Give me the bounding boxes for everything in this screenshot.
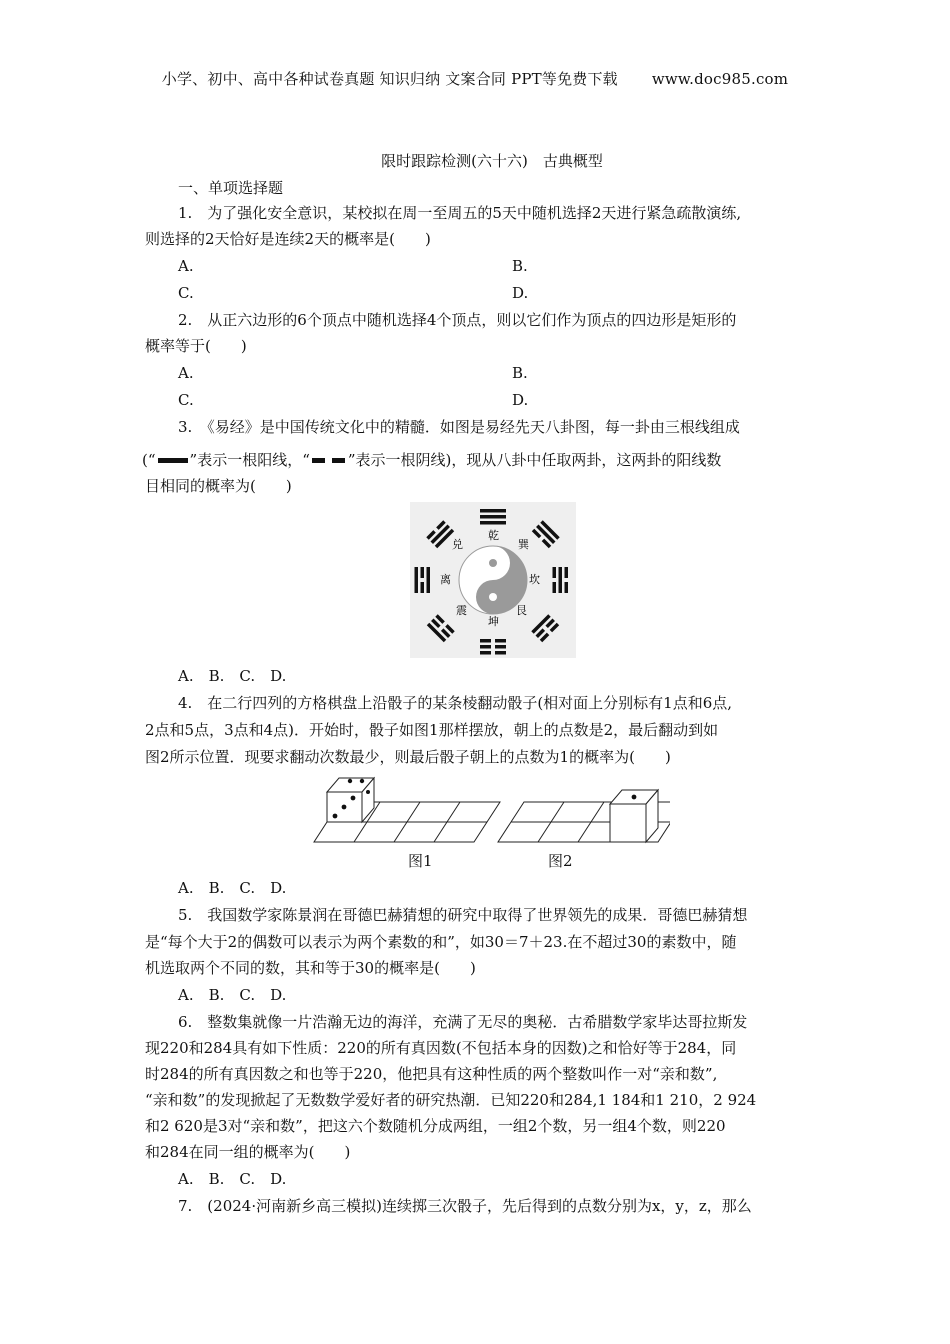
label-kan: 坎 (529, 573, 540, 586)
q4-line3: 图2所示位置．现要求翻动次数最少，则最后骰子朝上的点数为1的概率为( ) (145, 748, 671, 766)
label-zhen: 震 (456, 604, 467, 617)
label-li: 离 (440, 573, 451, 586)
die-pip-2 (632, 795, 637, 800)
q6-line5: 和2 620是3对“亲和数”，把这六个数随机分成两组，一组2个数，另一组4个数，则220 (145, 1117, 726, 1135)
q2-line1: 2. 从正六边形的6个顶点中随机选择4个顶点，则以它们作为顶点的四边形是矩形的 (178, 311, 737, 329)
yang-line-icon (156, 456, 190, 466)
page-header (0, 68, 950, 89)
q1-option-b: B. (512, 257, 528, 275)
q1-option-d: D. (512, 284, 529, 302)
label-kun: 坤 (488, 615, 499, 628)
q6-options: A. B. C. D. (178, 1170, 287, 1188)
q2-line2: 概率等于( ) (145, 337, 247, 355)
q6-line2: 现220和284具有如下性质：220的所有真因数(不包括本身的因数)之和恰好等于284，同 (145, 1039, 737, 1057)
bagua-figure (410, 502, 576, 658)
q4-line1: 4. 在二行四列的方格棋盘上沿骰子的某条棱翻动骰子(相对面上分别标有1点和6点, (178, 694, 733, 712)
q1-line2: 则选择的2天恰好是连续2天的概率是( ) (145, 230, 431, 248)
header-text: 小学、初中、高中各种试卷真题 知识归纳 文案合同 PPT等免费下载 (161, 70, 618, 88)
q3-options: A. B. C. D. (178, 667, 287, 685)
q2-option-c: C. (178, 391, 194, 409)
q1-option-a: A. (178, 257, 194, 275)
yin-line-icon (310, 456, 348, 466)
q2-option-a: A. (178, 364, 194, 382)
q7-line1: 7. (2024·河南新乡高三模拟)连续掷三次骰子，先后得到的点数分别为x，y，z，那么 (178, 1197, 752, 1215)
q2-option-b: B. (512, 364, 528, 382)
q5-line1: 5. 我国数学家陈景润在哥德巴赫猜想的研究中取得了世界领先的成果．哥德巴赫猜想 (178, 906, 748, 924)
q4-line2: 2点和5点，3点和4点)．开始时，骰子如图1那样摆放，朝上的点数是2，最后翻动到如 (145, 721, 719, 739)
label-gen: 艮 (516, 604, 527, 617)
figure-2-caption: 图2 (548, 852, 573, 870)
q4-options: A. B. C. D. (178, 879, 287, 897)
label-xun: 巽 (518, 538, 529, 551)
q3-line1: 3. 《易经》是中国传统文化中的精髓．如图是易经先天八卦图，每一卦由三根线组成 (178, 418, 740, 436)
q5-line2: 是“每个大于2的偶数可以表示为两个素数的和”，如30＝7＋23.在不超过30的素数中，随 (145, 933, 737, 951)
q1-line1: 1. 为了强化安全意识，某校拟在周一至周五的5天中随机选择2天进行紧急疏散演练, (178, 204, 742, 222)
q6-line4: “亲和数”的发现掀起了无数数学爱好者的研究热潮．已知220和284,1 184和1 210，2 924 (145, 1091, 757, 1109)
dice-board-figures (310, 770, 670, 846)
q5-options: A. B. C. D. (178, 986, 287, 1004)
q6-line3: 时284的所有真因数之和也等于220，他把具有这种性质的两个整数叫作一对“亲和数”, (145, 1065, 718, 1083)
q5-line3: 机选取两个不同的数，其和等于30的概率是( ) (145, 959, 476, 977)
q3-line2: (“ ”表示一根阳线，“ ”表示一根阴线)，现从八卦中任取两卦，这两卦的阳线数 (142, 451, 722, 469)
section-heading: 一、单项选择题 (178, 179, 284, 197)
header-site: www.doc985.com (651, 70, 789, 88)
q2-option-d: D. (512, 391, 529, 409)
q6-line6: 和284在同一组的概率为( ) (145, 1143, 351, 1161)
q1-option-c: C. (178, 284, 194, 302)
label-qian: 乾 (488, 529, 499, 542)
q6-line1: 6. 整数集就像一片浩瀚无边的海洋，充满了无尽的奥秘．古希腊数学家毕达哥拉斯发 (178, 1013, 748, 1031)
q3-line3: 目相同的概率为( ) (145, 477, 292, 495)
doc-title: 限时跟踪检测(六十六) 古典概型 (381, 152, 603, 170)
label-dui: 兑 (452, 538, 463, 551)
trigram-qian-icon (480, 509, 506, 525)
figure-1-caption: 图1 (408, 852, 433, 870)
